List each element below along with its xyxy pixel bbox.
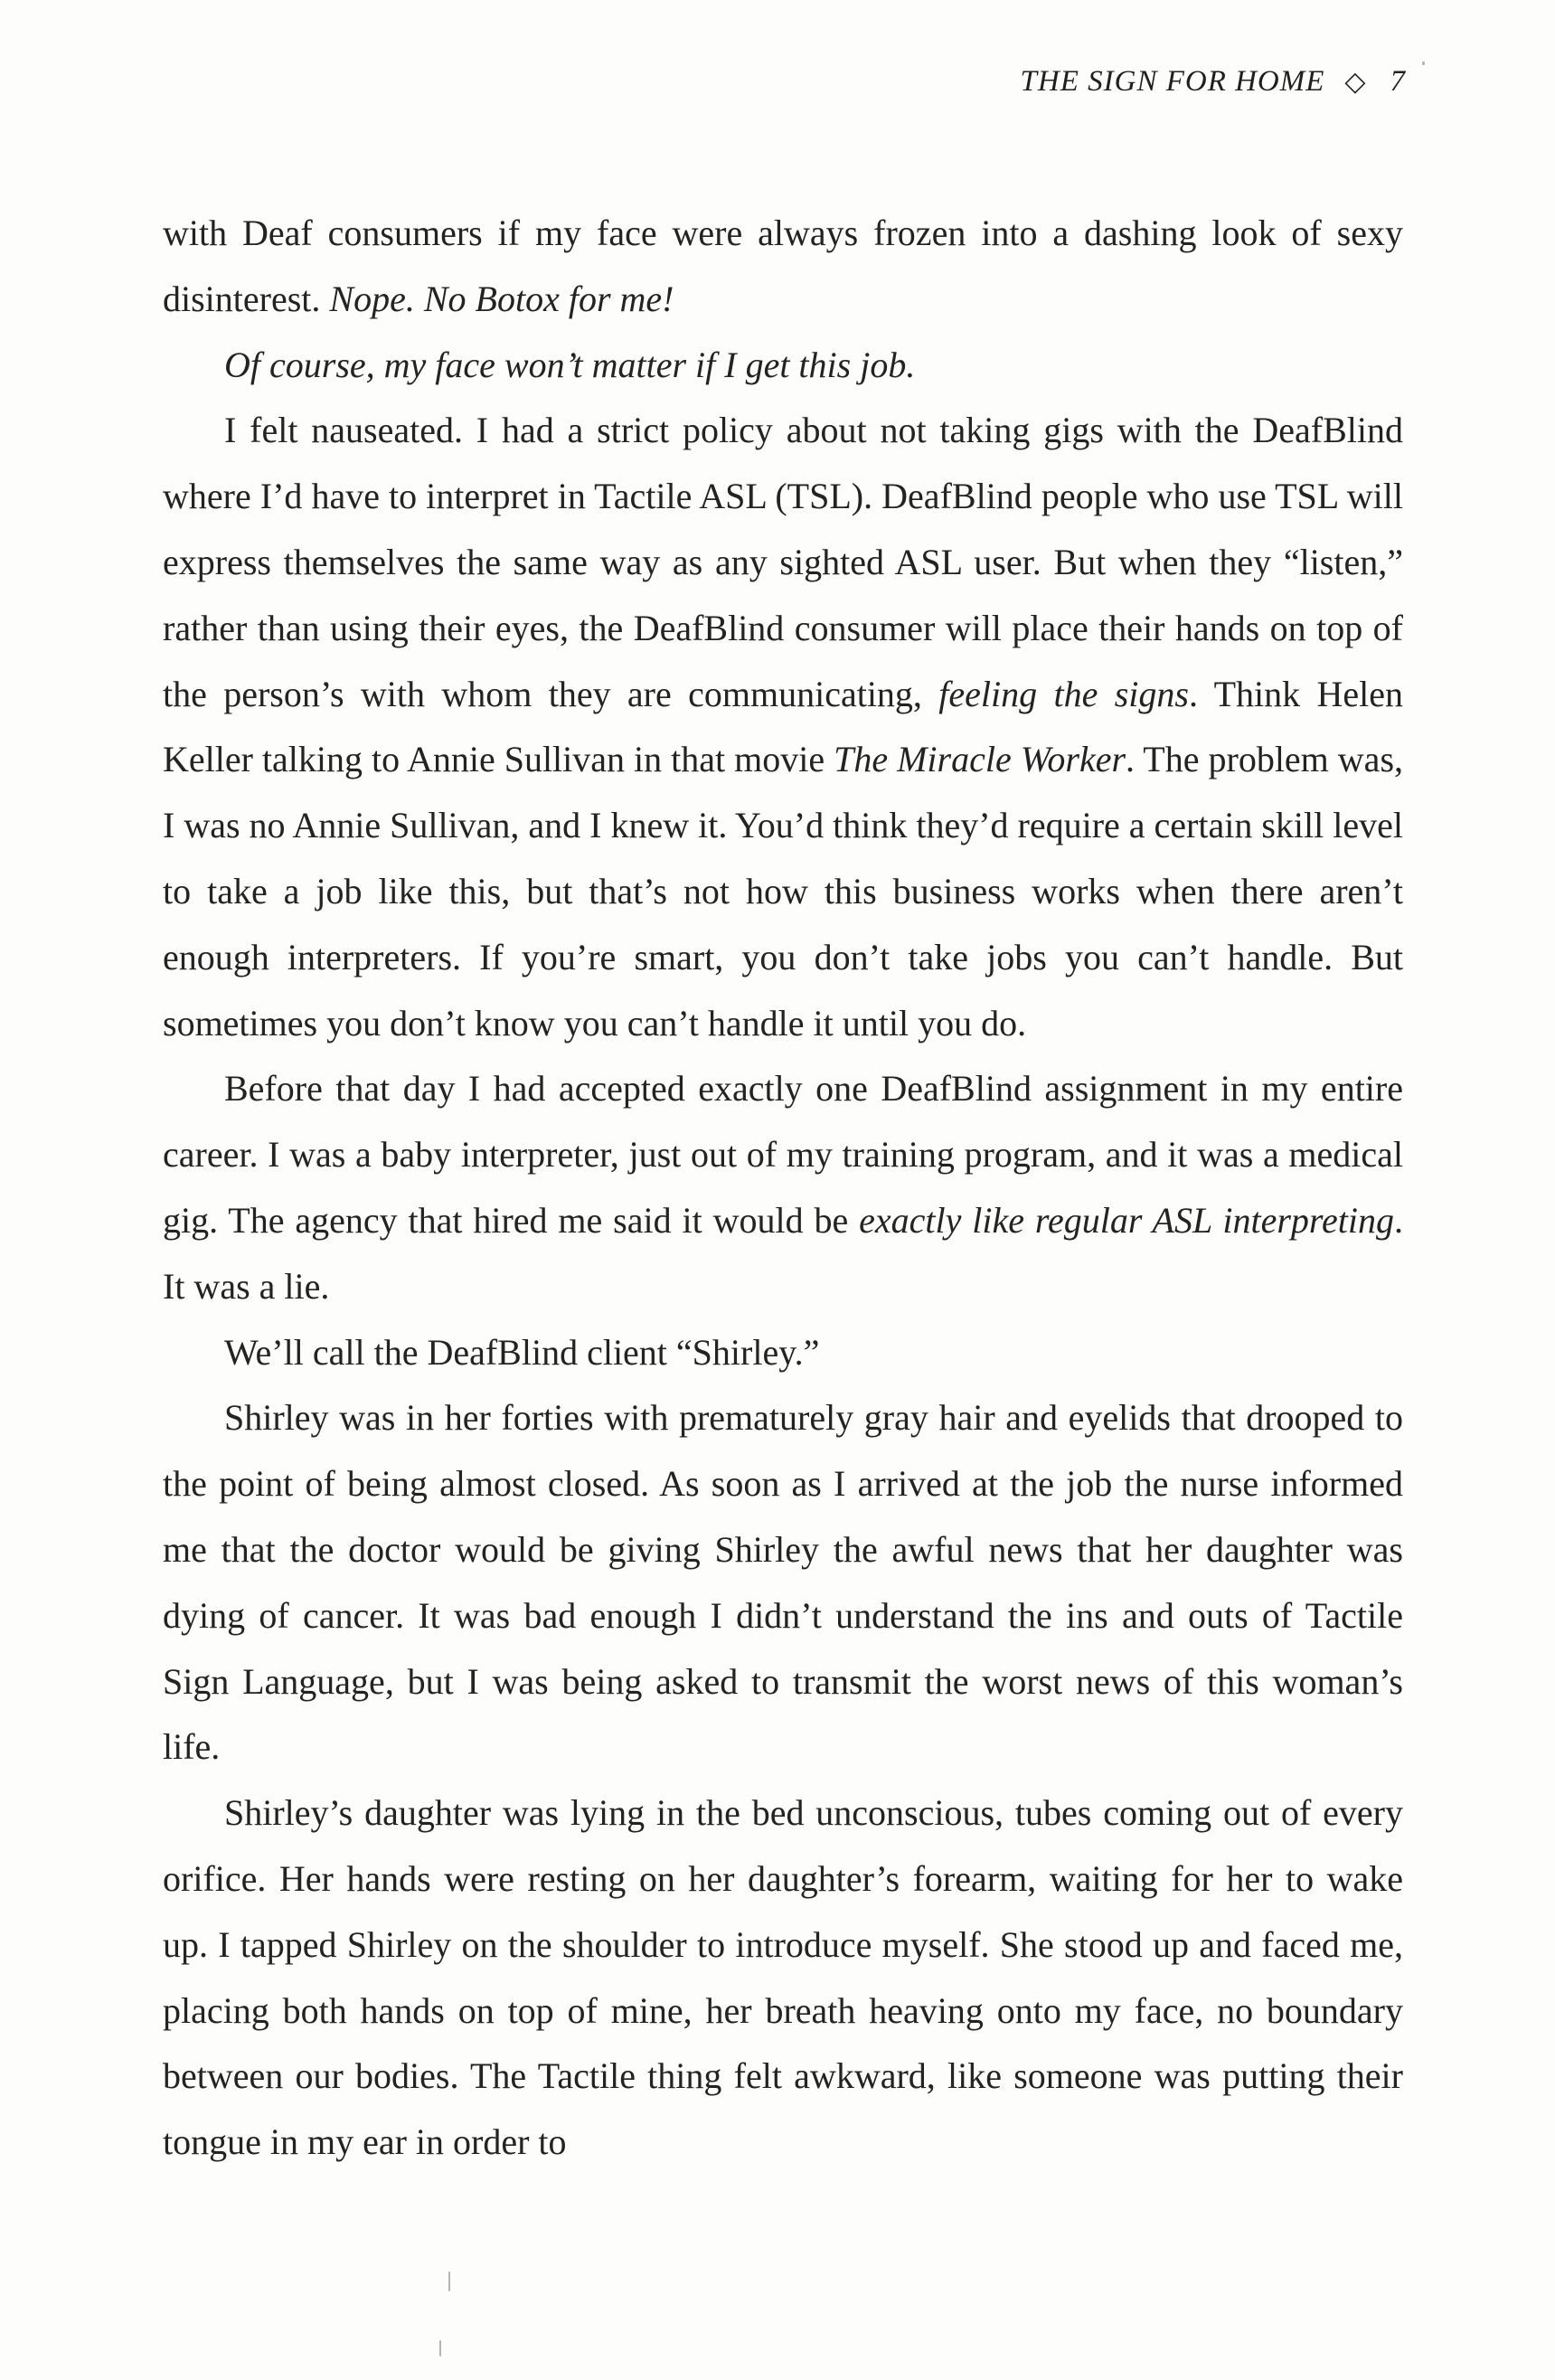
text-run: I felt nauseated. I had a strict policy about not taking gigs with the DeafBlind where I’d have to interpret in Tactile ASL (TSL). DeafBlind people who use TSL will express themselves the same way as any sighted ASL user. But when they “listen,” rather than using their eyes, the DeafBlind consumer will place their hands on top of the person’s with whom they are communicating, bbox=[163, 410, 1403, 714]
paragraph bbox=[163, 1385, 1403, 1780]
diamond-separator-icon: ◇ bbox=[1344, 67, 1367, 97]
paragraph bbox=[163, 398, 1403, 1056]
paragraph bbox=[163, 201, 1403, 333]
scan-speck bbox=[1422, 61, 1425, 65]
paragraph bbox=[163, 1056, 1403, 1319]
italic-text-run: exactly like regular ASL interpreting bbox=[859, 1199, 1394, 1241]
text-run: Shirley was in her forties with prematurely gray hair and eyelids that drooped to the point of being almost closed. As soon as I arrived at the job the nurse informed me that the doctor would be giving Shirley the awful news that her daughter was dying of cancer. It was bad enough I didn’t understand the ins and outs of Tactile Sign Language, but I was being asked to transmit the worst news of this woman’s life. bbox=[163, 1397, 1403, 1768]
running-title: THE SIGN FOR HOME bbox=[1020, 65, 1325, 98]
text-run: . It was a lie. bbox=[163, 1199, 1403, 1307]
text-run: . Think Helen Keller talking to Annie Sullivan in that movie bbox=[163, 673, 1403, 780]
italic-text-run: Nope. No Botox for me! bbox=[329, 278, 674, 319]
italic-text-run: The Miracle Worker bbox=[834, 739, 1126, 780]
paragraph bbox=[163, 1320, 1403, 1386]
text-run: Before that day I had accepted exactly one DeafBlind assignment in my entire career. I was a baby interpreter, just out of my training program, and it was a medical gig. The agency that hired me said it would be bbox=[163, 1068, 1403, 1241]
italic-text-run: feeling the signs bbox=[938, 673, 1189, 714]
text-run: . The problem was, I was no Annie Sullivan, and I knew it. You’d think they’d require a certain skill level to take a job like this, but that’s not how this business works when there aren’t enough interpreters. If you’re smart, you don’t take jobs you can’t handle. But sometimes you don’t know you can’t handle it until you do. bbox=[163, 739, 1404, 1044]
paragraph bbox=[163, 1780, 1403, 2176]
paragraph bbox=[163, 333, 1403, 399]
body-text bbox=[163, 201, 1403, 2176]
page-number: 7 bbox=[1390, 65, 1406, 98]
text-run: with Deaf consumers if my face were always frozen into a dashing look of sexy disinterest. bbox=[163, 212, 1403, 319]
scan-speck bbox=[448, 2271, 450, 2291]
scan-speck bbox=[439, 2340, 441, 2356]
text-run: We’ll call the DeafBlind client “Shirley.” bbox=[224, 1331, 820, 1373]
text-run: Shirley’s daughter was lying in the bed unconscious, tubes coming out of every orifice. Her hands were resting on her daughter’s forearm, waiting for her to wake up. I tapped Shirley on the shoulder to introduce myself. She stood up and faced me, placing both hands on top of mine, her breath heaving onto my face, no boundary between our bodies. The Tactile thing felt awkward, like someone was putting their tongue in my ear in order to bbox=[163, 1792, 1403, 2163]
running-header bbox=[1021, 65, 1406, 99]
italic-text-run: Of course, my face won’t matter if I get this job. bbox=[224, 344, 916, 385]
